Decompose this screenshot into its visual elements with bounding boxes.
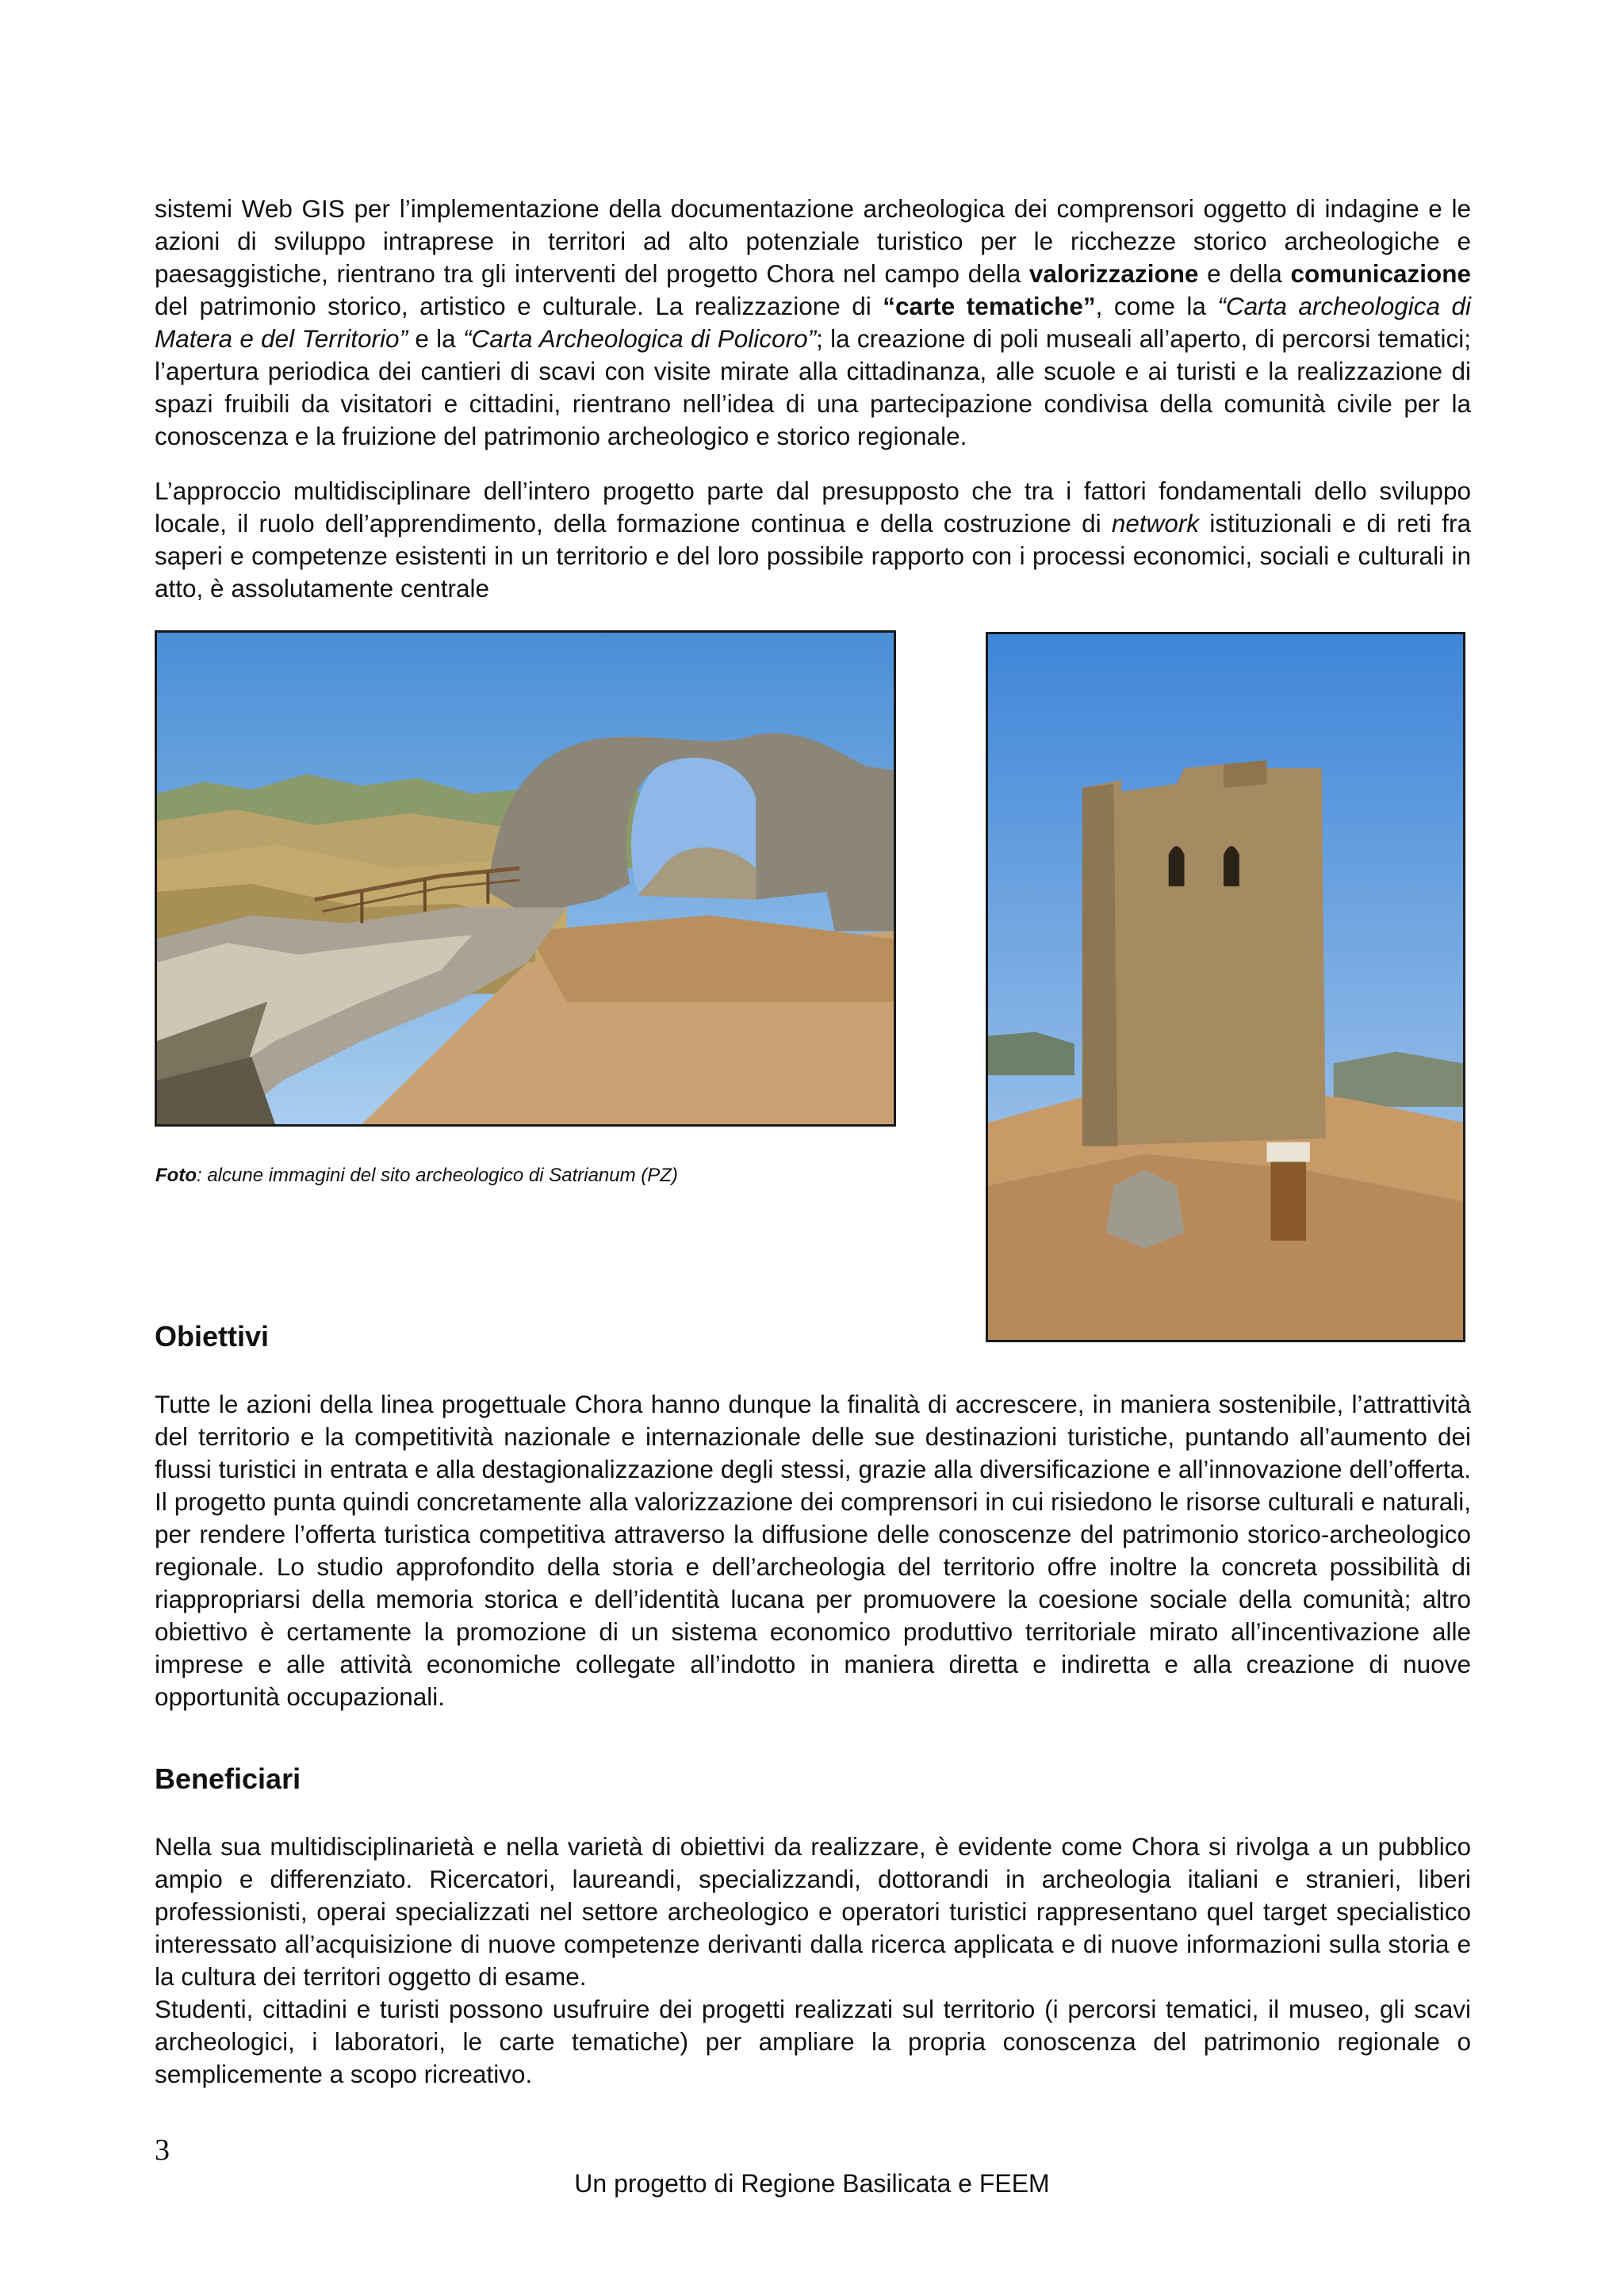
photo-arch-ruins [155,630,896,1127]
text-run: network [1111,509,1200,538]
arch-ruins-image [157,633,894,1124]
approach-paragraph [155,475,1471,605]
beneficiari-paragraph-1 [155,1831,1471,1993]
heading-beneficiari: Beneficiari [155,1762,301,1795]
photo-tower [986,632,1465,1342]
text-run: “Carta archeologica di Matera e del Territorio” [155,292,1471,353]
page-number: 3 [155,2133,170,2167]
beneficiari-paragraph-2 [155,1993,1471,2091]
text-run: e la [408,324,463,353]
text-run: L’approccio multidisciplinare dell’intero progetto parte dal presupposto che tra i fattori fondamentali dello sviluppo locale, il ruolo dell’apprendimento, della formazione continua e della costruzione di [155,476,1471,538]
intro-paragraph [155,193,1471,453]
page-footer: Un progetto di Regione Basilicata e FEEM [574,2169,1050,2198]
text-run: comunicazione [1290,259,1472,288]
text-run: sistemi Web GIS per l’implementazione della documentazione archeologica dei comprensori oggetto di indagine e le azioni di sviluppo intraprese in territori ad alto potenziale turistico per le ricchezze storico archeologiche e paesaggistiche, rientrano tra gli interventi del progetto Chora nel campo della [155,194,1471,288]
caption-label: Foto [155,1165,197,1186]
text-run: “carte tematiche” [883,292,1096,320]
text-run: del patrimonio storico, artistico e culturale. La realizzazione di [155,292,883,320]
text-run: istituzionali e di reti fra saperi e competenze esistenti in un territorio e del loro possibile rapporto con i processi economici, sociali e culturali in atto, è assolutamente centrale [155,509,1471,603]
text-run: ; la creazione di poli museali all’aperto, di percorsi tematici; l’apertura periodica dei cantieri di scavi con visite mirate alla cittadinanza, alle scuole e ai turisti e la realizzazione di spazi fruibili da visitatori e cittadini, rientrano nell’idea di una partecipazione condivisa della comunità civile per la conoscenza e la fruizione del patrimonio archeologico e storico regionale. [155,324,1471,450]
caption-text: : alcune immagini del sito archeologico di Satrianum (PZ) [196,1165,678,1186]
tower-image [988,634,1463,1340]
text-run: Studenti, cittadini e turisti possono usufruire dei progetti realizzati sul territorio (i percorsi tematici, il museo, gli scavi archeologici, i laboratori, le carte tematiche) per ampliare la propria conoscenza del patrimonio regionale o semplicemente a scopo ricreativo. [155,1995,1471,2088]
text-run: Nella sua multidisciplinarietà e nella varietà di obiettivi da realizzare, è evidente come Chora si rivolga a un pubblico ampio e differenziato. Ricercatori, laureandi, specializzandi, dottorandi in archeologia italiani e stranieri, liberi professionisti, operai specializzati nel settore archeologico e operatori turistici rappresentano quel target specialistico interessato all’acquisizione di nuove competenze derivanti dalla ricerca applicata e di nuove informazioni sulla storia e la cultura dei territori oggetto di esame. [155,1832,1471,1991]
text-run: “Carta Archeologica di Policoro” [462,324,817,353]
obiettivi-paragraph [155,1388,1471,1713]
text-run: Tutte le azioni della linea progettuale Chora hanno dunque la finalità di accrescere, in maniera sostenibile, l’attrattività del territorio e la competitività nazionale e internazionale delle sue destinazioni turistiche, puntando all’aumento dei flussi turistici in entrata e alla destagionalizzazione degli stessi, grazie alla diversificazione e all’innovazione dell’offerta. Il progetto punta quindi concretamente alla valorizzazione dei comprensori in cui risiedono le risorse culturali e naturali, per rendere l’offerta turistica competitiva attraverso la diffusione delle conoscenze del patrimonio storico-archeologico regionale. Lo studio approfondito della storia e dell’archeologia del territorio offre inoltre la concreta possibilità di riappropriarsi della memoria storica e dell’identità lucana per promuovere la coesione sociale della comunità; altro obiettivo è certamente la promozione di un sistema economico produttivo territoriale mirato all’incentivazione alle imprese e alle attività economiche collegate all’indotto in maniera diretta e indiretta e alla creazione di nuove opportunità occupazionali. [155,1390,1471,1711]
photo-caption [155,1165,678,1187]
text-run: , come la [1095,292,1218,320]
heading-obiettivi: Obiettivi [155,1320,270,1353]
text-run: valorizzazione [1028,259,1199,288]
text-run: e della [1198,259,1291,288]
